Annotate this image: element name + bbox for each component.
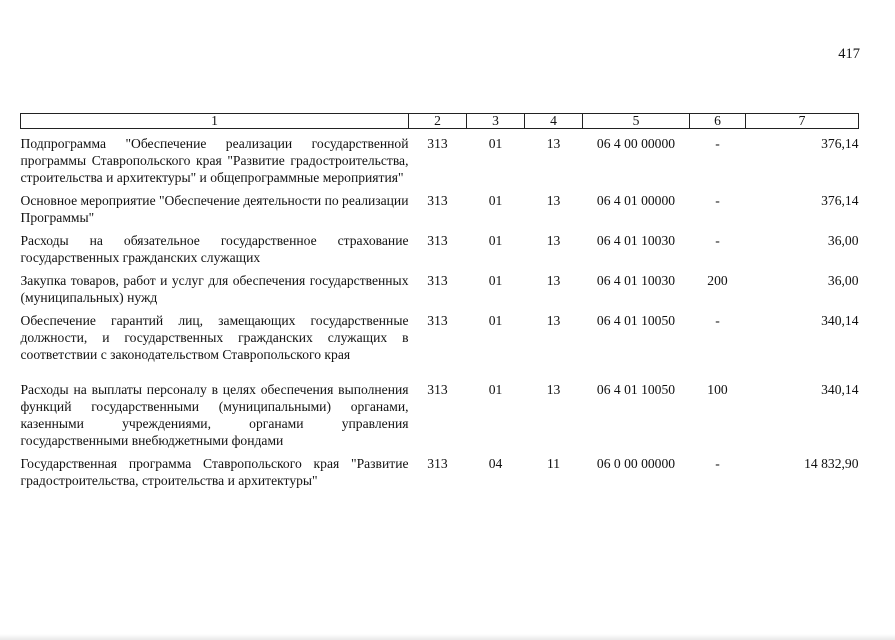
row-target-article: 06 0 00 00000: [596, 456, 676, 471]
row-section: 01: [488, 273, 503, 288]
header-col-7: 7: [746, 114, 859, 129]
row-name: Основное мероприятие "Обеспечение деятельности по реализации Программы": [20, 193, 409, 225]
row-name: Закупка товаров, работ и услуг для обеспечения государственных (муниципальных) нужд: [20, 273, 409, 305]
row-amount: 340,14: [821, 382, 859, 397]
page-number: 417: [838, 46, 860, 62]
table-row: [21, 375, 859, 449]
row-subsection: 13: [546, 273, 561, 288]
table-row: [21, 449, 859, 489]
table-row: [21, 226, 859, 266]
row-name: Расходы на обязательное государственное страхование государственных гражданских служащих: [20, 233, 409, 265]
row-ministry-code: 313: [427, 233, 448, 248]
table-row: [21, 266, 859, 306]
header-col-6: 6: [690, 114, 746, 129]
row-subsection: 11: [546, 456, 561, 471]
row-expense-type: -: [715, 313, 720, 328]
row-expense-type: -: [715, 193, 720, 208]
row-amount: 36,00: [827, 233, 859, 248]
row-expense-type: -: [715, 136, 720, 151]
row-subsection: 13: [546, 193, 561, 208]
row-ministry-code: 313: [427, 136, 448, 151]
row-section: 01: [488, 193, 503, 208]
row-amount: 14 832,90: [804, 456, 859, 471]
header-col-2: 2: [409, 114, 467, 129]
row-subsection: 13: [546, 233, 561, 248]
row-target-article: 06 4 00 00000: [596, 136, 676, 151]
row-subsection: 13: [546, 313, 561, 328]
scan-edge-shadow: [0, 634, 895, 640]
budget-table: [20, 113, 859, 489]
row-name: Подпрограмма "Обеспечение реализации государственной программы Ставропольского края "Развитие градостроительства, строительства и архитектуры" и общепрограммные мероприятия": [20, 136, 409, 185]
row-target-article: 06 4 01 10050: [596, 382, 676, 397]
row-section: 01: [488, 233, 503, 248]
header-col-1: 1: [21, 114, 409, 129]
row-section: 01: [488, 136, 503, 151]
row-expense-type: 200: [707, 273, 728, 288]
row-expense-type: -: [715, 456, 720, 471]
row-ministry-code: 313: [427, 193, 448, 208]
table-row: [21, 186, 859, 226]
header-col-5: 5: [583, 114, 690, 129]
row-amount: 376,14: [821, 136, 859, 151]
table-header: [21, 114, 859, 129]
row-ministry-code: 313: [427, 456, 448, 471]
table-row: [21, 129, 859, 187]
row-target-article: 06 4 01 10050: [596, 313, 676, 328]
row-target-article: 06 4 01 10030: [596, 233, 676, 248]
row-subsection: 13: [546, 136, 561, 151]
row-expense-type: 100: [707, 382, 728, 397]
table-row: [21, 306, 859, 375]
row-name: Государственная программа Ставропольского края "Развитие градостроительства, строительства и архитектуры": [20, 456, 409, 488]
row-amount: 340,14: [821, 313, 859, 328]
row-target-article: 06 4 01 00000: [596, 193, 676, 208]
table-body: [21, 129, 859, 490]
row-ministry-code: 313: [427, 313, 448, 328]
row-subsection: 13: [546, 382, 561, 397]
row-section: 01: [488, 313, 503, 328]
row-amount: 376,14: [821, 193, 859, 208]
row-amount: 36,00: [827, 273, 859, 288]
row-ministry-code: 313: [427, 273, 448, 288]
row-target-article: 06 4 01 10030: [596, 273, 676, 288]
row-expense-type: -: [715, 233, 720, 248]
header-col-4: 4: [525, 114, 583, 129]
row-section: 01: [488, 382, 503, 397]
row-name: Обеспечение гарантий лиц, замещающих государственные должности, и государственных гражданских служащих в соответствии с законодательством Ставропольского края: [20, 313, 409, 362]
row-name: Расходы на выплаты персоналу в целях обеспечения выполнения функций государственными (муниципальными) органами, казенными учреждениями, органами управления государственными внебюджетными фондами: [20, 382, 409, 448]
header-row: [21, 114, 859, 129]
row-ministry-code: 313: [427, 382, 448, 397]
header-col-3: 3: [467, 114, 525, 129]
row-section: 04: [488, 456, 503, 471]
